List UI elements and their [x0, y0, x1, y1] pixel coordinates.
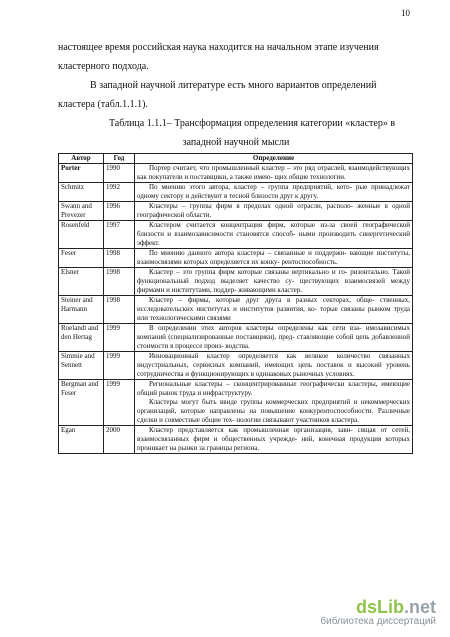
- definition-paragraph: По мнению этого автора, кластер – группа предприятий, кото- рые принадлежат одному сектору и действуют в тесной близости друг к другу.: [137, 183, 410, 200]
- cell-definition: [135, 268, 413, 296]
- cell-author: Porter: [59, 164, 104, 183]
- definitions-table: [58, 153, 413, 454]
- cell-author: Bergman and Feser: [59, 380, 104, 426]
- table-row: [59, 183, 413, 202]
- paragraph-line: В западной научной литературе есть много вариантов определений: [90, 80, 377, 91]
- watermark-logo: [320, 597, 436, 618]
- cell-definition: [135, 183, 413, 202]
- table-row: [59, 352, 413, 380]
- watermark-subtitle: библиотека диссертаций: [320, 616, 436, 627]
- caption-line: западной научной мысли: [182, 137, 290, 148]
- page-number: 10: [401, 8, 410, 18]
- paragraph-line: кластерного подхода.: [58, 61, 149, 72]
- cell-year: 1998: [104, 268, 135, 296]
- cell-year: 1997: [104, 221, 135, 249]
- table-row: [59, 249, 413, 268]
- cell-author: Swann and Prevezer: [59, 202, 104, 221]
- paragraph-line: настоящее время российская наука находится на начальном этапе изучения: [58, 42, 379, 53]
- cell-year: 1992: [104, 183, 135, 202]
- paragraph-line: кластера (табл.1.1.1).: [58, 99, 148, 110]
- cell-definition: [135, 202, 413, 221]
- header-author: Автор: [59, 154, 104, 164]
- cell-year: 1998: [104, 296, 135, 324]
- paragraph-2: [58, 76, 414, 114]
- cell-year: 1999: [104, 324, 135, 352]
- table-row: [59, 268, 413, 296]
- cell-year: 1990: [104, 164, 135, 183]
- definition-paragraph: Кластер – фирмы, которые друг друга в разных секторах, обще- ственных, исследовательских институтах и институтов развития, ко- торые связаны рынком труда или технологическими связями: [137, 296, 410, 322]
- definition-paragraph: Портер считает, что промышленный кластер – это ряд отраслей, взаимодействующих как покупатели и поставщики, а также имею- щих общие технологии.: [137, 164, 410, 181]
- cell-author: Steiner and Harmann: [59, 296, 104, 324]
- cell-year: 1999: [104, 352, 135, 380]
- cell-definition: [135, 164, 413, 183]
- cell-definition: [135, 352, 413, 380]
- cell-definition: [135, 324, 413, 352]
- cell-definition: [135, 249, 413, 268]
- table-caption: [58, 114, 414, 152]
- table-row: [59, 164, 413, 183]
- cell-year: 1999: [104, 380, 135, 426]
- paragraph-1: [58, 38, 414, 76]
- watermark-logo-main: dsLib: [355, 597, 404, 617]
- cell-author: Feser: [59, 249, 104, 268]
- cell-author: Rosenfeld: [59, 221, 104, 249]
- cell-year: 1996: [104, 202, 135, 221]
- cell-definition: [135, 426, 413, 454]
- table-header-row: [59, 154, 413, 164]
- cell-author: Egan: [59, 426, 104, 454]
- definition-paragraph: Кластер – это группа фирм которые связаны вертикально и го- ризонтально. Такой функциональный подход выделяет качество су- ществующих взаимосвязей между фирмами и институтами, поддер- живающими кластер.: [137, 268, 410, 294]
- cell-year: 2000: [104, 426, 135, 454]
- definition-paragraph: Кластер представляется как промышленная организация, зави- сящая от сетей, взаимосвязанных фирм и общественных учрежде- ний, конечная продукция которых проникает на рынки за границы региона.: [137, 426, 410, 452]
- cell-definition: [135, 380, 413, 426]
- header-year: Год: [104, 154, 135, 164]
- definition-paragraph: В определении этих авторов кластеры определены как сети вза- имозависимых компаний (специализированные поставщики), пред- ставляющие собой цепь добавленной стоимости в процессе произ- водства.: [137, 324, 410, 350]
- cell-definition: [135, 296, 413, 324]
- caption-line: Таблица 1.1.1– Трансформация определения категории «кластер» в: [108, 118, 396, 129]
- cell-author: Simmie and Sennett: [59, 352, 104, 380]
- definition-paragraph: По мнению данного автора кластеры – связанные и поддержи- вающие институты, взаимосвязями которых определяется их конку- рентоспособность.: [137, 249, 410, 266]
- definition-paragraph: Инновационный кластер определяется как великое количество связанных индустриальных, сервисных компаний, имеющих цепь поставок и высокий уровень сотрудничества и функционирующих в одинаковых рыночных условиях.: [137, 352, 410, 378]
- watermark: [320, 597, 436, 627]
- definition-paragraph: Кластеры могут быть ввиде группы коммерческих предприятий и некоммерческих организаций, которые направлены на повышение конкурентоспособности. Различные сделки и совместные общие тех- нологии связывают участников кластера.: [137, 398, 410, 424]
- table-row: [59, 296, 413, 324]
- header-definition: Определение: [135, 154, 413, 164]
- cell-author: Elsner: [59, 268, 104, 296]
- table-row: [59, 380, 413, 426]
- definition-paragraph: Кластеры – группы фирм в пределах одной отрасли, располо- женные в одной географической области.: [137, 202, 410, 219]
- cell-year: 1998: [104, 249, 135, 268]
- definition-paragraph: Кластером считается концентрация фирм, которые из-за своей географической близости и взаимозависимости становятся способ- ными производить синергетический эффект.: [137, 221, 410, 247]
- definition-paragraph: Региональные кластеры – сконцентрированные географически кластеры, имеющие общий рынок труда и инфраструктуру.: [137, 380, 410, 397]
- table-row: [59, 324, 413, 352]
- table-row: [59, 426, 413, 454]
- cell-definition: [135, 221, 413, 249]
- table-body: [59, 164, 413, 454]
- table-row: [59, 202, 413, 221]
- watermark-logo-suffix: .net: [403, 597, 436, 617]
- table-row: [59, 221, 413, 249]
- cell-author: Schmitz: [59, 183, 104, 202]
- cell-author: Roelandt and den Hertag: [59, 324, 104, 352]
